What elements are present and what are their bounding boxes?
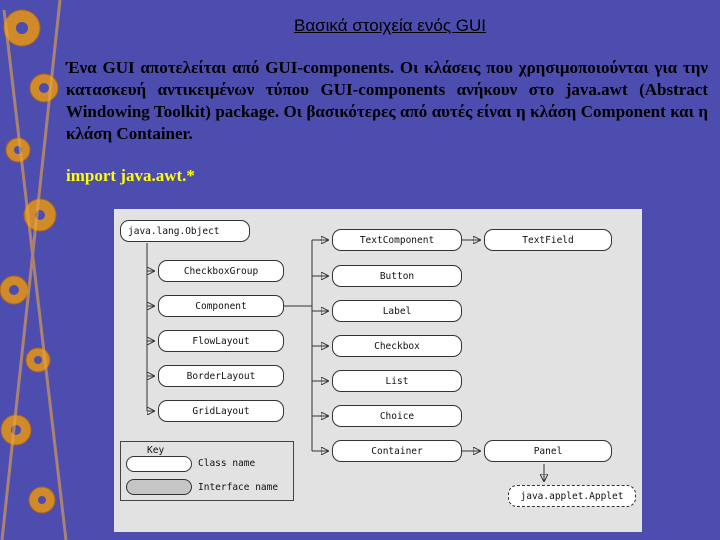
intro-paragraph: Ένα GUI αποτελείται από GUI-components. Οι κλάσεις που χρησιμοποιούνται για την κατασκευή αντικειμένων τύπου GUI-components ανήκουν στο java.awt (Abstract Windowing Toolkit) package. Οι βασικότερες από αυτές είναι η κλάση Component και η κλάση Container. bbox=[66, 58, 708, 143]
import-statement: import java.awt.* bbox=[66, 166, 195, 185]
class-box-textfield: TextField bbox=[484, 229, 612, 251]
class-box-component: Component bbox=[158, 295, 284, 317]
class-box-object: java.lang.Object bbox=[120, 220, 250, 242]
class-box-button: Button bbox=[332, 265, 462, 287]
class-box-flowlayout: FlowLayout bbox=[158, 330, 284, 352]
class-box-applet: java.applet.Applet bbox=[508, 485, 636, 507]
legend-class-swatch bbox=[126, 456, 192, 472]
class-box-gridlayout: GridLayout bbox=[158, 400, 284, 422]
class-box-checkbox: Checkbox bbox=[332, 335, 462, 357]
class-box-container: Container bbox=[332, 440, 462, 462]
class-box-list: List bbox=[332, 370, 462, 392]
legend-interface-label: Interface name bbox=[198, 482, 279, 493]
slide-title: Βασικά στοιχεία ενός GUI bbox=[294, 16, 486, 35]
class-box-borderlayout: BorderLayout bbox=[158, 365, 284, 387]
class-box-checkboxgroup: CheckboxGroup bbox=[158, 260, 284, 282]
class-box-choice: Choice bbox=[332, 405, 462, 427]
class-box-label: Label bbox=[332, 300, 462, 322]
legend-title: Key bbox=[147, 445, 165, 456]
class-hierarchy-diagram bbox=[114, 209, 642, 532]
legend-interface-swatch bbox=[126, 479, 192, 495]
class-box-textcomponent: TextComponent bbox=[332, 229, 462, 251]
class-box-panel: Panel bbox=[484, 440, 612, 462]
legend-class-label: Class name bbox=[198, 458, 256, 469]
gear-decoration-icon bbox=[0, 0, 70, 540]
